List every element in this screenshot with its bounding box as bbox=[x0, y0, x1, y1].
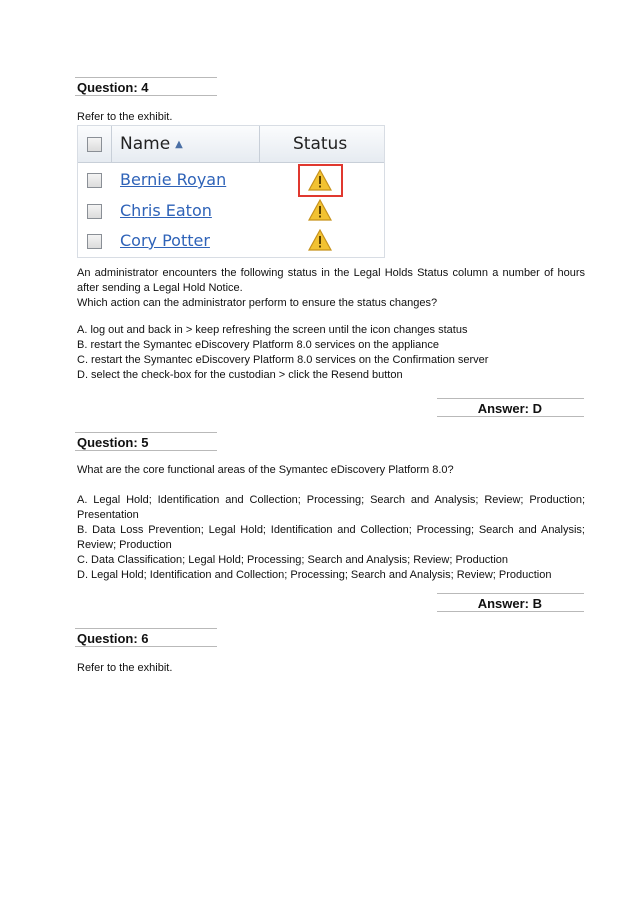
question-5-answer: Answer: B bbox=[437, 593, 584, 612]
warning-icon bbox=[308, 229, 332, 251]
question-5-options bbox=[77, 493, 585, 583]
question-4-options bbox=[77, 323, 585, 383]
row-checkbox[interactable] bbox=[87, 204, 102, 219]
option-d: D. Legal Hold; Identification and Collection; Processing; Search and Analysis; Review; Production bbox=[77, 569, 552, 581]
row-checkbox[interactable] bbox=[87, 234, 102, 249]
warning-icon bbox=[308, 199, 332, 221]
option-a: A. log out and back in > keep refreshing the screen until the icon changes status bbox=[77, 324, 468, 336]
option-c: C. Data Classification; Legal Hold; Processing; Search and Analysis; Review; Production bbox=[77, 554, 509, 566]
question-4-header: Question: 4 bbox=[75, 77, 217, 96]
custodian-link[interactable]: Bernie Royan bbox=[120, 170, 227, 189]
option-b: B. restart the Symantec eDiscovery Platform 8.0 services on the appliance bbox=[77, 339, 439, 351]
question-4-body-text: An administrator encounters the following status in the Legal Holds Status column a number of hours after sending a Legal Hold Notice. bbox=[77, 267, 585, 294]
option-d: D. select the check-box for the custodian > click the Resend button bbox=[77, 369, 403, 381]
question-4-prompt: Which action can the administrator perform to ensure the status changes? bbox=[77, 297, 438, 309]
column-header-name[interactable]: Name ▲ bbox=[120, 134, 183, 154]
question-4-answer: Answer: D bbox=[437, 398, 584, 417]
exhibit-header-row bbox=[78, 126, 384, 163]
question-6-header: Question: 6 bbox=[75, 628, 217, 647]
question-6-intro: Refer to the exhibit. bbox=[77, 662, 173, 674]
option-b: B. Data Loss Prevention; Legal Hold; Identification and Collection; Processing; Search and Analysis; Review; Production bbox=[77, 524, 585, 551]
status-highlight-box bbox=[298, 164, 343, 197]
column-header-status[interactable]: Status bbox=[293, 134, 348, 154]
custodian-link[interactable]: Cory Potter bbox=[120, 231, 210, 250]
question-5-body: What are the core functional areas of the Symantec eDiscovery Platform 8.0? bbox=[77, 464, 454, 476]
question-5-header: Question: 5 bbox=[75, 432, 217, 451]
option-c: C. restart the Symantec eDiscovery Platform 8.0 services on the Confirmation server bbox=[77, 354, 489, 366]
custodian-link[interactable]: Chris Eaton bbox=[120, 201, 212, 220]
question-4-intro: Refer to the exhibit. bbox=[77, 111, 173, 123]
select-all-checkbox[interactable] bbox=[87, 137, 102, 152]
exhibit-table bbox=[77, 125, 385, 258]
question-4-body bbox=[77, 266, 585, 311]
option-a: A. Legal Hold; Identification and Collection; Processing; Search and Analysis; Review; Production; Presentation bbox=[77, 494, 585, 521]
row-checkbox[interactable] bbox=[87, 173, 102, 188]
sort-ascending-icon: ▲ bbox=[175, 139, 183, 150]
